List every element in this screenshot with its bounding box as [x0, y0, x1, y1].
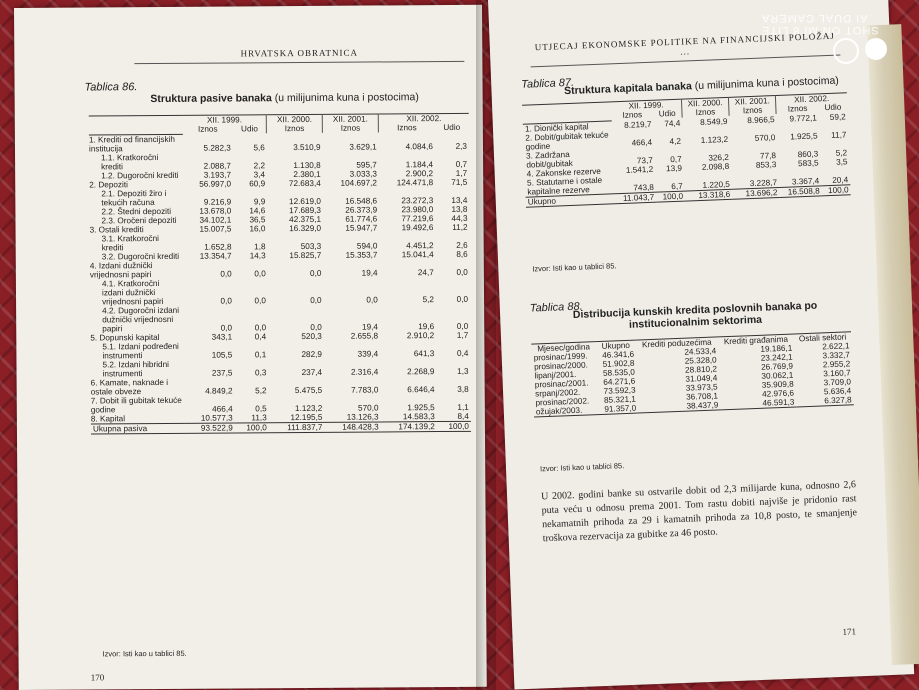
- table-cell: 0,0: [220, 268, 232, 279]
- table-cell: 3.709,0: [823, 377, 852, 388]
- row-label: Ukupno: [526, 193, 615, 206]
- row-label: 2. Depoziti: [89, 179, 128, 189]
- running-head-right: UTJECAJ EKONOMSKE POLITIKE NA FINANCIJSKI POLOŽAJ ...: [530, 31, 841, 68]
- table-cell: 105,5: [211, 349, 233, 360]
- row-label: 2. Dobit/gubitak tekuće godine: [525, 129, 609, 152]
- row-label: 3.2. Dugoročni krediti: [101, 251, 180, 261]
- table-cell: 2,2: [253, 160, 266, 170]
- table-cell: 0,0: [254, 295, 266, 305]
- row-label: 7. Dobit ili gubitak tekuće godine: [90, 395, 182, 414]
- table-cell: 56.997,0: [199, 178, 232, 189]
- row-label: 2.2. Štedni depoziti: [101, 206, 172, 216]
- table-cell: 174.139,2: [381, 421, 437, 431]
- table-cell: 595,7: [356, 159, 377, 170]
- table-cell: 13.696,2: [732, 187, 780, 199]
- table-cell: 0,0: [366, 294, 378, 305]
- table-cell: 3,5: [835, 156, 848, 167]
- table-cell: 3.332,7: [822, 350, 851, 361]
- table-cell: 73.592,3: [603, 385, 636, 396]
- table-cell: 0,3: [255, 367, 267, 377]
- table-cell: 2.098,8: [701, 161, 730, 172]
- table-cell: 11,7: [830, 129, 847, 140]
- table-87-title: Struktura kapitala banaka (u milijunima kuna i postocima): [563, 74, 840, 98]
- table-cell: 583,5: [797, 157, 819, 168]
- table-88: [531, 331, 854, 417]
- table-cell: 11.043,7: [615, 192, 657, 204]
- table-cell: 30.062,1: [761, 370, 794, 381]
- table-cell: 3.193,7: [203, 169, 232, 180]
- table-cell: 42.976,6: [761, 388, 795, 399]
- circle-outline-icon: [833, 38, 859, 64]
- table-cell: 9.216,9: [203, 196, 232, 207]
- table-cell: 6.327,8: [796, 395, 854, 407]
- table-cell: 339,4: [357, 348, 379, 359]
- running-head-left: HRVATSKA OBRATNICA: [134, 47, 464, 64]
- table-cell: 8.219,7: [623, 119, 652, 130]
- row-label: 4. Zakonske rezerve: [526, 166, 601, 179]
- row-label: 5.1. Izdani podređeni instrumenti: [102, 341, 179, 360]
- row-label: 1.2. Dugoročni krediti: [101, 170, 179, 180]
- table-cell: 237,4: [301, 367, 323, 377]
- table-cell: 0,0: [254, 268, 266, 278]
- table-cell: 570,0: [754, 132, 776, 143]
- table-row: [89, 132, 469, 153]
- table-cell: 2.380,1: [293, 169, 321, 179]
- table-cell: 1.541,2: [625, 164, 654, 175]
- table-cell: 13.318,6: [685, 189, 733, 201]
- table-cell: 17.689,3: [289, 205, 321, 215]
- table-row: [90, 276, 470, 306]
- table-cell: 0,0: [456, 294, 469, 304]
- table-cell: 466,4: [631, 137, 653, 148]
- row-label: 5. Statutarne i ostale kapitalne rezerve: [526, 175, 603, 197]
- table-cell: 1.184,4: [405, 159, 434, 169]
- table-cell: 4.084,6: [405, 141, 433, 151]
- table-cell: 10.577,3: [200, 412, 233, 423]
- table-cell: 15.007,5: [199, 223, 232, 234]
- table-cell: 8.966,5: [747, 114, 775, 125]
- table-cell: 77,8: [759, 150, 777, 161]
- table-cell: 19,6: [418, 321, 435, 331]
- table-cell: 25.328,0: [684, 355, 717, 366]
- table-cell: 72.683,4: [288, 178, 321, 188]
- table-88-label: Tablica 88.: [529, 300, 583, 315]
- row-label: 1. Krediti od financijskih institucija: [88, 134, 175, 153]
- table-cell: 14,6: [249, 205, 266, 215]
- table-cell: 1.652,8: [204, 241, 232, 252]
- col-2002: XII. 2002.: [378, 113, 468, 123]
- table-cell: 2.655,8: [350, 330, 379, 341]
- table-87: XII. 1999. XII. 2000. XII. 2001. XII. 2002. Iznos Udio Iznos Iznos Iznos Udio 1. Dionički kapital 8.219,7 74,4 8.549,9 8.966,5 9.772,1 59,2 2. Dobit/gubitak tekuće godine 466,4 4,2 1.123,2 570,0 1.925,5 11,7 3. Zadržana dobit/gubitak 73,7 0,7 326,2 77,8 860,3 5,2 4. Zakonske rezerve 1.541,2 13,9 2.098,8 853,3 583,5 3,5 5. Statutarne i ostale kapitalne rezerve 743,8 6,7 1.220,5 3.228,7 3.367,4 20,4 Ukupno 11.043,7 100,0 13.318,6 13.696,2 16.508,8 100,0: [522, 92, 851, 207]
- table-cell: 853,3: [755, 159, 777, 170]
- table-cell: 26.769,9: [760, 361, 794, 372]
- table-cell: 3.033,3: [349, 168, 377, 179]
- table-cell: 3.228,7: [749, 177, 778, 188]
- table-cell: 1.220,5: [702, 179, 731, 190]
- table-cell: 15.041,4: [401, 249, 434, 259]
- table-cell: 42.375,1: [289, 214, 322, 224]
- table-cell: 1.925,5: [407, 402, 435, 412]
- table-cell: 2,6: [456, 240, 468, 250]
- circle-filled-icon: [865, 38, 887, 60]
- col-1999: XII. 1999.: [183, 115, 267, 125]
- page-number-right: 171: [842, 626, 857, 637]
- table-cell: 5.282,3: [203, 142, 231, 153]
- table-cell: 13.678,0: [199, 205, 232, 216]
- table-cell: 28.810,2: [684, 364, 718, 375]
- table-cell: 9.772,1: [789, 112, 818, 124]
- row-label: 5. Dopunski kapital: [90, 332, 160, 342]
- table-cell: 1,7: [455, 168, 468, 178]
- table-cell: 6,7: [671, 181, 683, 191]
- table-cell: 100,0: [235, 422, 269, 432]
- table-cell: 15.825,7: [289, 250, 322, 260]
- table-86-source: Izvor: Isti kao u tablici 85.: [102, 648, 187, 659]
- table-cell: 26.373,9: [345, 204, 378, 215]
- col-2001: XII. 2001.: [322, 114, 378, 124]
- row-label: 1. Dionički kapital: [524, 121, 589, 134]
- table-cell: 4.849,2: [205, 385, 233, 396]
- table-row: [90, 231, 470, 252]
- row-label: 3. Zadržana dobit/gubitak: [525, 149, 573, 170]
- table-cell: 46.341,6: [602, 349, 635, 360]
- table-cell: 71,5: [451, 177, 468, 187]
- table-cell: 11,2: [452, 222, 468, 232]
- table-cell: 466,4: [212, 403, 233, 414]
- row-label: 1.1. Kratkoročni krediti: [101, 152, 159, 171]
- table-cell: 0,0: [220, 322, 233, 333]
- table-cell: 64.271,6: [603, 376, 636, 387]
- row-label: 4. Izdani dužnički vrijednosni papiri: [89, 260, 153, 279]
- camera-watermark: SHOT ON MI 8 LITE AI DUAL CAMERA: [761, 12, 879, 36]
- table-cell: 0,0: [310, 322, 322, 332]
- table-cell: 19.186,1: [760, 343, 793, 354]
- table-cell: 1.123,2: [294, 403, 323, 413]
- left-page: [14, 5, 487, 690]
- row-label: Ukupna pasiva: [91, 423, 185, 434]
- row-label: 3.1. Kratkoročni krediti: [101, 233, 159, 252]
- column-header: Ukupno: [596, 340, 636, 351]
- row-label: 8. Kapital: [90, 413, 126, 423]
- table-cell: srpanj/2002.: [534, 387, 581, 399]
- table-cell: 5,2: [835, 147, 848, 158]
- column-header: Mjesec/godina: [531, 342, 596, 354]
- table-87-label: Tablica 87.: [521, 76, 575, 91]
- column-header: Krediti građanima: [718, 334, 794, 346]
- table-cell: prosinac/2002.: [535, 396, 590, 408]
- table-cell: 13,8: [451, 204, 468, 214]
- table-cell: 326,2: [708, 152, 729, 163]
- table-cell: 5,2: [422, 294, 434, 304]
- table-cell: 3,4: [253, 169, 266, 179]
- table-cell: 13,9: [665, 163, 683, 173]
- table-cell: 0,7: [455, 159, 468, 169]
- total-row: [91, 421, 471, 434]
- table-cell: 2.900,2: [405, 168, 434, 178]
- table-cell: 100,0: [437, 421, 471, 431]
- table-cell: 36,5: [249, 214, 266, 224]
- table-cell: 24,7: [417, 267, 434, 277]
- table-cell: 3,8: [457, 384, 469, 394]
- table-cell: 3.510,9: [293, 142, 321, 152]
- table-cell: 9,9: [253, 196, 266, 206]
- table-cell: 13.126,3: [346, 411, 379, 422]
- table-cell: 14,3: [249, 250, 266, 260]
- table-cell: 19,4: [361, 321, 378, 332]
- table-cell: 1,1: [457, 402, 469, 412]
- table-cell: 16,0: [249, 223, 266, 233]
- table-cell: 0,4: [254, 331, 267, 341]
- table-cell: 44,3: [451, 213, 468, 223]
- watermark-icons: [833, 38, 887, 64]
- table-cell: 1,8: [254, 241, 266, 251]
- row-label: 4.1. Kratkoročni izdani dužnički vrijednosni papiri: [101, 278, 164, 306]
- table-cell: 31.049,4: [685, 373, 718, 384]
- right-page: [488, 0, 914, 689]
- row-label: 2.3. Oročeni depoziti: [101, 215, 177, 225]
- table-cell: 0,5: [255, 403, 267, 413]
- table-cell: prosinac/2001.: [534, 378, 589, 390]
- table-cell: 0,7: [670, 154, 682, 164]
- table-cell: 60,9: [249, 178, 266, 188]
- table-cell: 34.102,1: [199, 214, 232, 225]
- table-cell: 1,7: [456, 330, 469, 340]
- table-cell: 93.522,9: [185, 422, 235, 432]
- table-cell: 51.902,8: [602, 358, 635, 369]
- table-cell: 23.242,1: [760, 352, 793, 363]
- column-header: Krediti poduzećima: [636, 337, 718, 350]
- table-cell: 570,0: [357, 402, 379, 413]
- table-cell: 0,0: [309, 268, 322, 278]
- table-cell: 61.774,6: [345, 213, 378, 224]
- row-label: 5.2. Izdani hibridni instrumenti: [102, 359, 169, 378]
- table-cell: 15.353,7: [345, 249, 378, 260]
- table-cell: 77.219,6: [401, 213, 434, 223]
- table-cell: 85.321,1: [603, 394, 637, 405]
- table-cell: 5,6: [253, 142, 265, 152]
- table-cell: 20,4: [832, 174, 849, 185]
- table-cell: 23.980,0: [401, 204, 434, 214]
- table-88-title: Distribucija kunskih kredita poslovnih banaka po institucionalnim sektorima: [572, 299, 818, 331]
- table-cell: 237,5: [211, 367, 233, 378]
- table-cell: 743,8: [633, 182, 655, 193]
- table-cell: 23.272,3: [401, 195, 434, 205]
- table-cell: 5.475,5: [294, 385, 323, 395]
- table-cell: 24.533,4: [684, 346, 717, 357]
- table-cell: 2.910,2: [406, 330, 435, 340]
- table-cell: prosinac/2000.: [533, 360, 588, 372]
- table-cell: 36.708,1: [685, 391, 719, 402]
- table-row: [90, 357, 470, 378]
- table-row: [89, 150, 469, 171]
- table-cell: 4,2: [669, 136, 682, 146]
- table-cell: 46.591,3: [720, 397, 796, 409]
- table-cell: 282,9: [301, 349, 322, 359]
- table-cell: 12.195,5: [290, 412, 323, 422]
- table-cell: 33.973,5: [685, 382, 718, 393]
- table-cell: 1.123,2: [700, 134, 729, 145]
- table-cell: 7.783,0: [351, 384, 379, 395]
- table-88-source: Izvor: Isti kao u tablici 85.: [539, 461, 625, 474]
- table-cell: 6.646,4: [407, 384, 435, 394]
- table-cell: 8.549,9: [699, 116, 728, 127]
- table-cell: 2,3: [455, 141, 468, 151]
- table-row: [89, 186, 469, 207]
- table-cell: 13,4: [451, 195, 468, 205]
- row-label: 3. Ostali krediti: [89, 224, 144, 234]
- table-row: [90, 303, 470, 333]
- table-cell: 16.508,8: [779, 185, 822, 197]
- table-cell: 111.837,7: [269, 422, 325, 432]
- table-cell: 124.471,8: [396, 177, 434, 187]
- table-cell: prosinac/1999.: [533, 351, 588, 363]
- table-cell: 0,0: [220, 295, 232, 306]
- table-86-title: Struktura pasive banaka (u milijunima kuna i postocima): [150, 91, 419, 106]
- table-cell: 13.354,7: [199, 250, 232, 261]
- table-cell: 1.130,8: [293, 160, 321, 170]
- table-cell: 148.428,3: [324, 421, 380, 431]
- row-label: 4.2. Dugoročni izdani dužnički vrijednosni papiri: [102, 305, 180, 333]
- table-cell: 38.437,9: [638, 400, 720, 413]
- table-cell: 594,0: [356, 240, 378, 251]
- row-label: 6. Kamate, naknade i ostale obveze: [90, 377, 169, 396]
- table-cell: 91.357,0: [598, 404, 638, 415]
- table-86: XII. 1999. XII. 2000. XII. 2001. XII. 2002. Iznos Udio Iznos Iznos Iznos Udio 1. Krediti od financijskih institucija 5.282,3 5,6 3.510,9 3.629,1 4.084,6 2,3 1.1. Kratkoročni krediti 2.088,7 2,2 1.130,8 595,7 1.184,4 0,7 1.2. Dugoročni krediti 3.193,7 3,4 2.380,1 3.033,3 2.900,2 1,7 2. Depoziti 56.997,0 60,9 72.683,4 104.697,2 124.471,8 71,5 2.1. Depoziti žiro i tekućih računa 9.216,9 9,9 12.619,0 16.548,6 23.272,3 13,4 2.2. Štedni depoziti 13.678,0 14,6 17.689,3 26.373,9 23.980,0 13,8 2.3. Oročeni depoziti 34.102,1 36,5 42.375,1 61.774,6 77.219,6 44,3 3. Ostali krediti 15.007,5 16,0 16.329,0 15.947,7 19.492,6 11,2 3.1. Kratkoročni krediti 1.652,8 1,8 503,3 594,0 4.451,2 2,6 3.2. Dugoročni krediti 13.354,7 14,3 15.825,7 15.353,7 15.041,4 8,6 4. Izdani dužnički vrijednosni papiri 0,0 0,0 0,0 19,4 24,7 0,0 4.1. Kratkoročni izdani dužnički vrijednosni papiri 0,0 0,0 0,0 0,0 5,2 0,0 4.2. Dugoročni izdani dužnički vrijednosni papiri 0,0 0,0 0,0 19,4 19,6 0,0 5. Dopunski kapital 343,1 0,4 520,3 2.655,8 2.910,2 1,7 5.1. Izdani podređeni instrumenti 105,5 0,1 282,9 339,4 641,3 0,4 5.2. Izdani hibridni instrumenti 237,5 0,3 237,4 2.316,4 2.268,9 1,3 6. Kamate, naknade i ostale obveze 4.849,2 5,2 5.475,5 7.783,0 6.646,4 3,8 7. Dobit ili gubitak tekuće godine 466,4 0,5 1.123,2 570,0 1.925,5 1,1 8. Kapital 10.577,3 11,3 12.195,5 13.126,3 14.583,3 8,4 Ukupna pasiva 93.522,9 100,0 111.837,7 148.428,3 174.139,2 100,0: [89, 113, 471, 434]
- table-cell: 100,0: [821, 184, 850, 195]
- table-cell: 2.316,4: [350, 366, 379, 377]
- table-cell: 2.622,1: [822, 341, 850, 352]
- table-cell: 19.492,6: [401, 222, 434, 232]
- table-cell: 0,1: [254, 349, 267, 359]
- table-cell: 5,2: [255, 385, 267, 395]
- table-cell: 59,2: [829, 111, 846, 122]
- table-cell: 1,3: [457, 366, 469, 376]
- table-86-label: Tablica 86.: [84, 81, 138, 94]
- column-header: Ostali sektori: [794, 332, 852, 344]
- table-cell: 2.955,2: [822, 359, 851, 370]
- table-cell: 1.925,5: [790, 130, 818, 141]
- col-2000: XII. 2000.: [267, 114, 323, 124]
- table-cell: 0,0: [456, 267, 468, 277]
- table-cell: 16.548,6: [345, 195, 378, 206]
- table-row: [91, 375, 471, 396]
- table-87-source: Izvor: Isti kao u tablici 85.: [532, 261, 617, 274]
- table-cell: 8,6: [456, 249, 468, 259]
- table-cell: 58.535,0: [602, 367, 636, 378]
- table-cell: 12.619,0: [288, 196, 321, 206]
- table-cell: 0,0: [456, 321, 469, 331]
- table-cell: 8,4: [457, 411, 469, 421]
- table-cell: lipanj/2001.: [534, 369, 577, 381]
- table-cell: 100,0: [656, 191, 685, 202]
- table-cell: 2.268,9: [407, 366, 435, 376]
- table-cell: 520,3: [301, 331, 322, 341]
- table-cell: ožujak/2003.: [534, 405, 599, 417]
- table-cell: 0,4: [456, 348, 469, 358]
- table-cell: 860,3: [797, 148, 819, 159]
- table-cell: 19,4: [361, 267, 378, 278]
- table-cell: 0,0: [310, 295, 322, 305]
- table-cell: 104.697,2: [340, 177, 377, 188]
- table-cell: 16.329,0: [289, 223, 322, 233]
- table-cell: 3.160,7: [823, 368, 851, 379]
- table-cell: 641,3: [413, 348, 435, 358]
- row-label: 2.1. Depoziti žiro i tekućih računa: [101, 188, 167, 207]
- table-cell: 73,7: [636, 155, 653, 165]
- table-cell: 4.451,2: [406, 240, 434, 250]
- table-cell: 343,1: [211, 331, 233, 342]
- table-row: [91, 393, 471, 414]
- table-cell: 0,0: [254, 322, 267, 332]
- table-row: [90, 339, 470, 360]
- table-cell: 503,3: [300, 241, 322, 251]
- body-paragraph: U 2002. godini banke su ostvarile dobit od 2,3 milijarde kuna, odnosno 2,6 puta veću u odnosu prema 2001. Tom rastu dobiti najviše je pridonio rast nekamatnih prihoda za 29 i kamatnih prihoda za 10,8 posto, te smanjenje troškova rezervacija za gubitke za 46 posto.: [540, 479, 858, 545]
- table-cell: 74,4: [664, 118, 681, 128]
- table-cell: 15.947,7: [345, 222, 378, 233]
- table-cell: 5.636,4: [823, 386, 852, 397]
- table-cell: 3.629,1: [349, 141, 377, 152]
- table-cell: 35.909,8: [761, 379, 794, 390]
- table-cell: 2.088,7: [203, 160, 231, 171]
- table-cell: 14.583,3: [402, 411, 435, 421]
- page-number-left: 170: [90, 672, 105, 683]
- table-cell: 3.367,4: [791, 175, 820, 186]
- table-cell: 11,3: [251, 412, 267, 422]
